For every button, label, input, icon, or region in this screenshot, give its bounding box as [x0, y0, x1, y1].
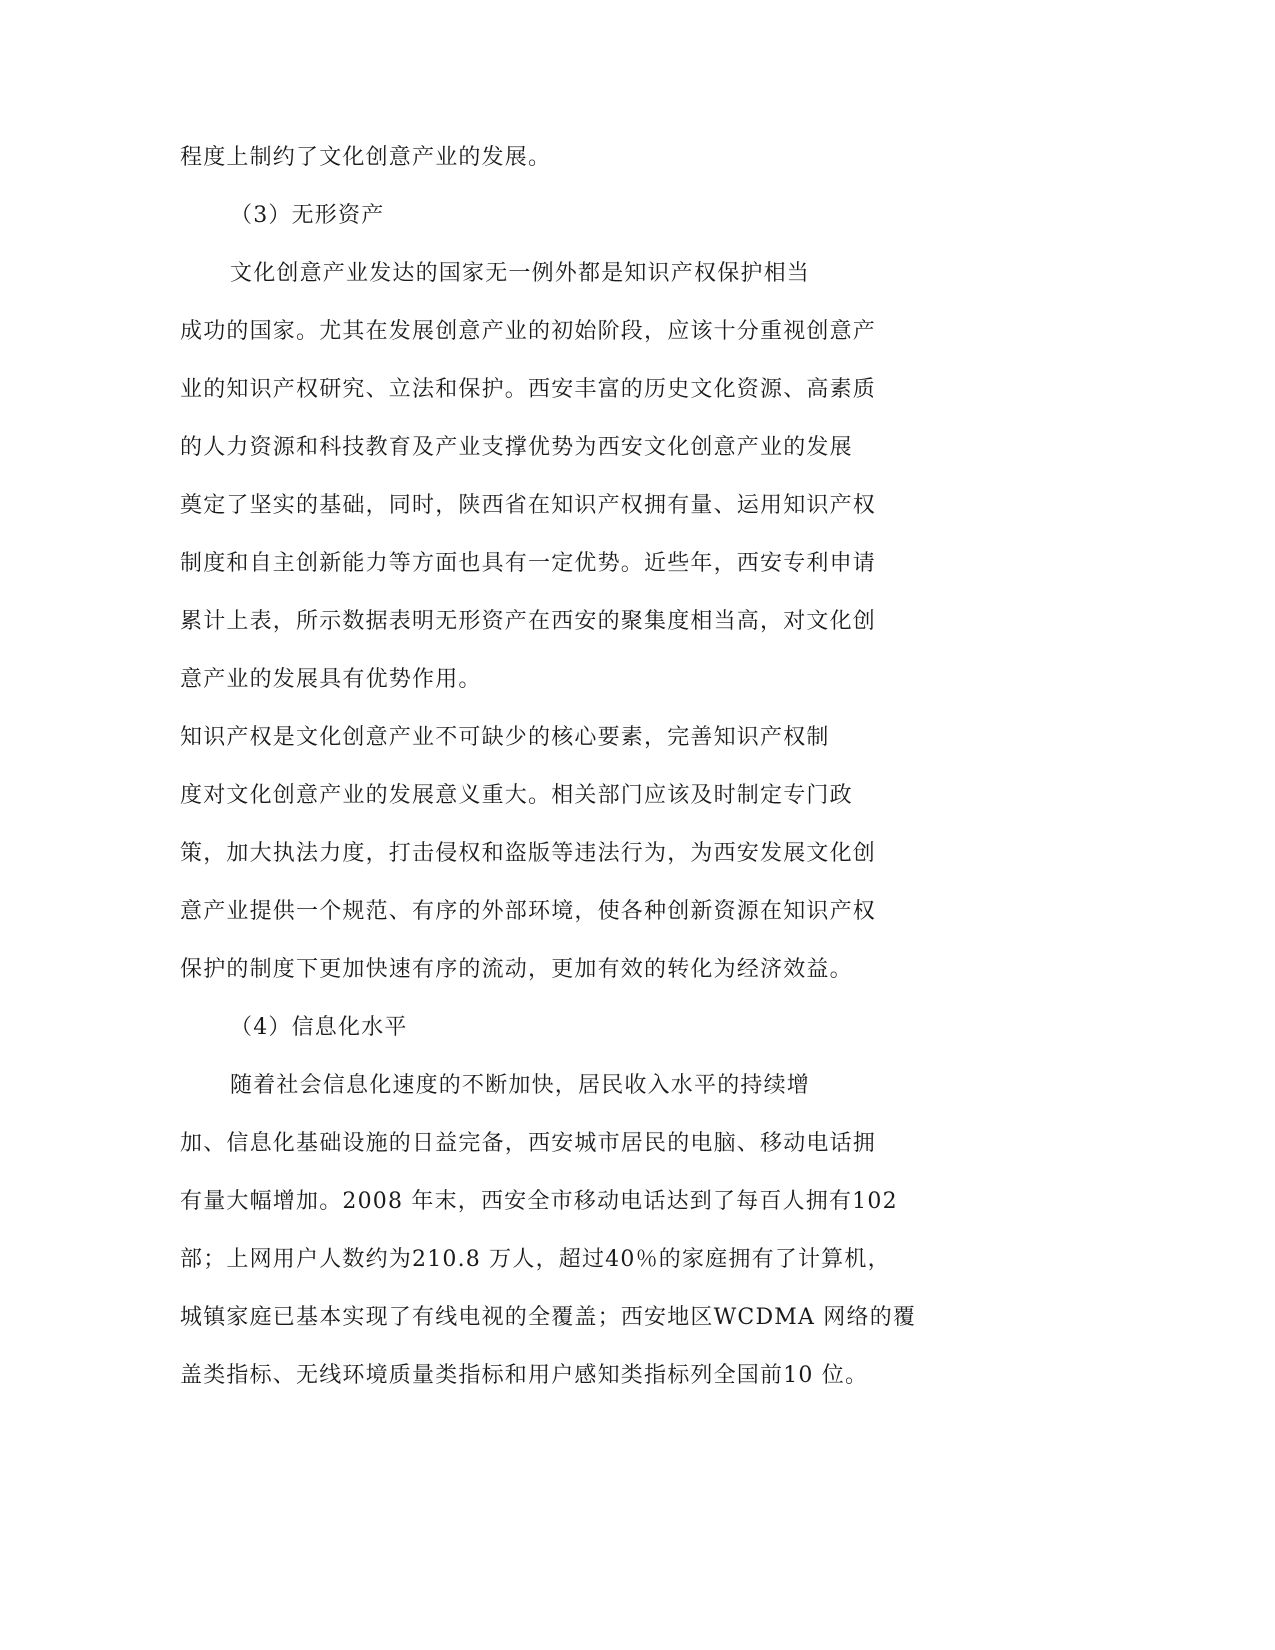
section-heading-informatization-level: （4）信息化水平 [230, 1015, 408, 1040]
paragraph-line: 文化创意产业发达的国家无一例外都是知识产权保护相当 [230, 261, 811, 286]
paragraph-line: 城镇家庭已基本实现了有线电视的全覆盖；西安地区WCDMA 网络的覆 [180, 1305, 917, 1330]
paragraph-line: 有量大幅增加。2008 年末，西安全市移动电话达到了每百人拥有102 [180, 1189, 898, 1214]
paragraph-line: 意产业提供一个规范、有序的外部环境，使各种创新资源在知识产权 [180, 899, 877, 924]
paragraph-line: 度对文化创意产业的发展意义重大。相关部门应该及时制定专门政 [180, 783, 853, 808]
paragraph-line: 业的知识产权研究、立法和保护。西安丰富的历史文化资源、高素质 [180, 377, 877, 402]
paragraph-line: 累计上表，所示数据表明无形资产在西安的聚集度相当高，对文化创 [180, 609, 877, 634]
paragraph-line: 程度上制约了文化创意产业的发展。 [180, 145, 552, 170]
section-heading-intangible-assets: （3）无形资产 [230, 203, 385, 228]
paragraph-line: 奠定了坚实的基础，同时，陕西省在知识产权拥有量、运用知识产权 [180, 493, 877, 518]
paragraph-line: 制度和自主创新能力等方面也具有一定优势。近些年，西安专利申请 [180, 551, 877, 576]
paragraph-line: 策，加大执法力度，打击侵权和盗版等违法行为，为西安发展文化创 [180, 841, 877, 866]
paragraph-line: 意产业的发展具有优势作用。 [180, 667, 482, 692]
paragraph-line: 的人力资源和科技教育及产业支撑优势为西安文化创意产业的发展 [180, 435, 853, 460]
paragraph-line: 成功的国家。尤其在发展创意产业的初始阶段，应该十分重视创意产 [180, 319, 877, 344]
paragraph-line: 盖类指标、无线环境质量类指标和用户感知类指标列全国前10 位。 [180, 1363, 869, 1388]
paragraph-line: 保护的制度下更加快速有序的流动，更加有效的转化为经济效益。 [180, 957, 853, 982]
paragraph-line: 随着社会信息化速度的不断加快，居民收入水平的持续增 [230, 1073, 811, 1098]
paragraph-line: 部；上网用户人数约为210.8 万人，超过40％的家庭拥有了计算机， [180, 1247, 891, 1272]
paragraph-line: 知识产权是文化创意产业不可缺少的核心要素，完善知识产权制 [180, 725, 830, 750]
paragraph-line: 加、信息化基础设施的日益完备，西安城市居民的电脑、移动电话拥 [180, 1131, 877, 1156]
